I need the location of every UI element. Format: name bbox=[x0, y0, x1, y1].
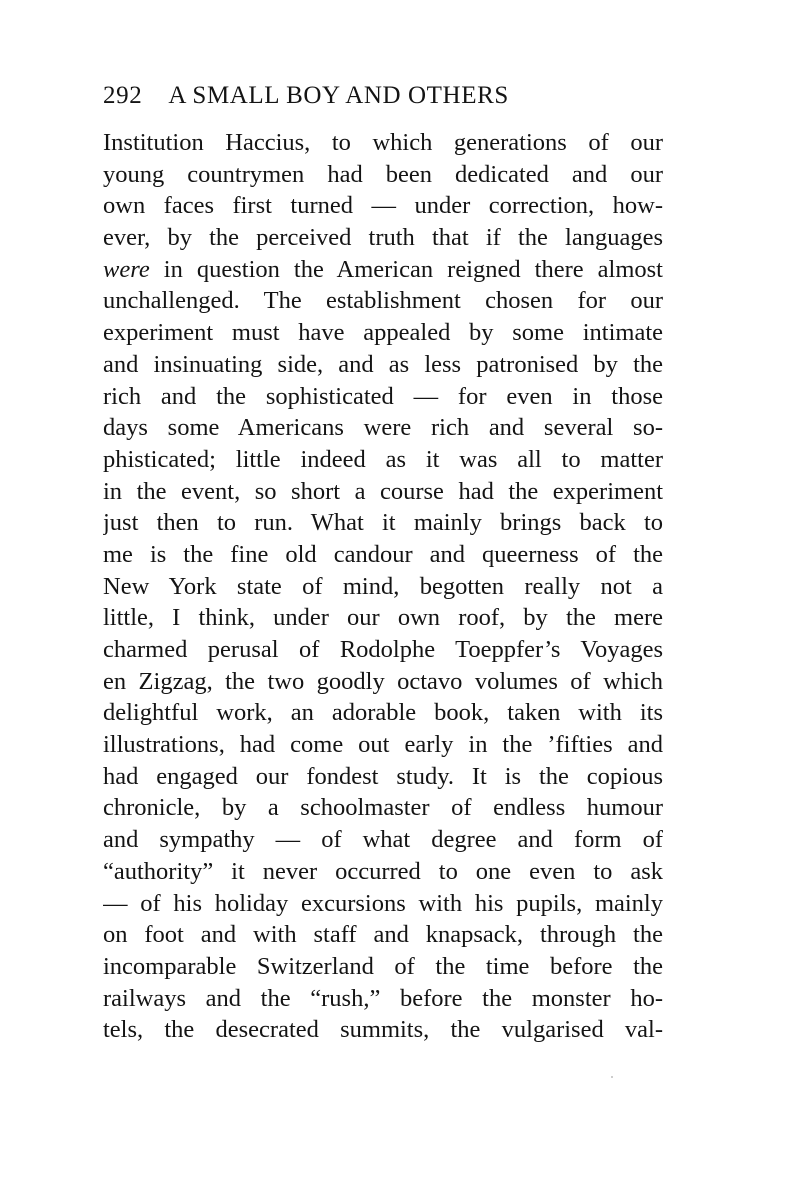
text-line: just then to run. What it mainly brings back to bbox=[103, 509, 663, 537]
text-line: railways and the “rush,” before the monster ho- bbox=[103, 984, 663, 1012]
text-line: me is the fine old candour and queerness of the bbox=[103, 540, 663, 568]
text-line: and sympathy — of what degree and form of bbox=[103, 826, 663, 854]
text-line: on foot and with staff and knapsack, through the bbox=[103, 921, 663, 949]
text-line: charmed perusal of Rodolphe Toeppfer’s Voyages bbox=[103, 636, 663, 663]
text-line: little, I think, under our own roof, by the mere bbox=[103, 604, 663, 632]
text-line: — of his holiday excursions with his pupils, mainly bbox=[103, 889, 663, 917]
text-line: and insinuating side, and as less patronised by the bbox=[103, 350, 663, 378]
text-line: days some Americans were rich and several so- bbox=[103, 414, 663, 442]
text-line: had engaged our fondest study. It is the copious bbox=[103, 762, 663, 790]
text-line: in the event, so short a course had the experiment bbox=[103, 477, 663, 505]
text-line: Institution Haccius, to which generations of our bbox=[103, 129, 663, 156]
page-number: 292 bbox=[103, 82, 143, 109]
text-line-rest: in question the American reigned there almost bbox=[149, 255, 663, 283]
text-line: unchallenged. The establishment chosen for our bbox=[103, 287, 663, 315]
text-line: incomparable Switzerland of the time before the bbox=[103, 952, 663, 980]
text-line: own faces first turned — under correction, how- bbox=[103, 192, 663, 220]
text-line: experiment must have appealed by some intimate bbox=[103, 319, 663, 347]
text-line: phisticated; little indeed as it was all to matter bbox=[103, 445, 663, 473]
text-line: tels, the desecrated summits, the vulgarised val- bbox=[103, 1016, 663, 1044]
body-text bbox=[103, 127, 663, 1078]
text-line: “authority” it never occurred to one even to ask bbox=[103, 857, 663, 885]
text-line: rich and the sophisticated — for even in those bbox=[103, 382, 663, 410]
text-line: delightful work, an adorable book, taken with its bbox=[103, 699, 663, 727]
paper-speck bbox=[611, 1076, 613, 1078]
text-line bbox=[103, 1046, 663, 1078]
text-line: New York state of mind, begotten really not a bbox=[103, 572, 663, 600]
text-line: en Zigzag, the two goodly octavo volumes of which bbox=[103, 667, 663, 695]
text-line: young countrymen had been dedicated and our bbox=[103, 160, 663, 188]
running-head bbox=[103, 80, 663, 112]
italic-word: were bbox=[103, 255, 150, 283]
running-title: A SMALL BOY AND OTHERS bbox=[168, 82, 509, 109]
text-line bbox=[103, 254, 663, 286]
text-line: illustrations, had come out early in the ’fifties and bbox=[103, 731, 663, 759]
text-line: ever, by the perceived truth that if the languages bbox=[103, 224, 663, 252]
text-line: chronicle, by a schoolmaster of endless humour bbox=[103, 794, 663, 822]
